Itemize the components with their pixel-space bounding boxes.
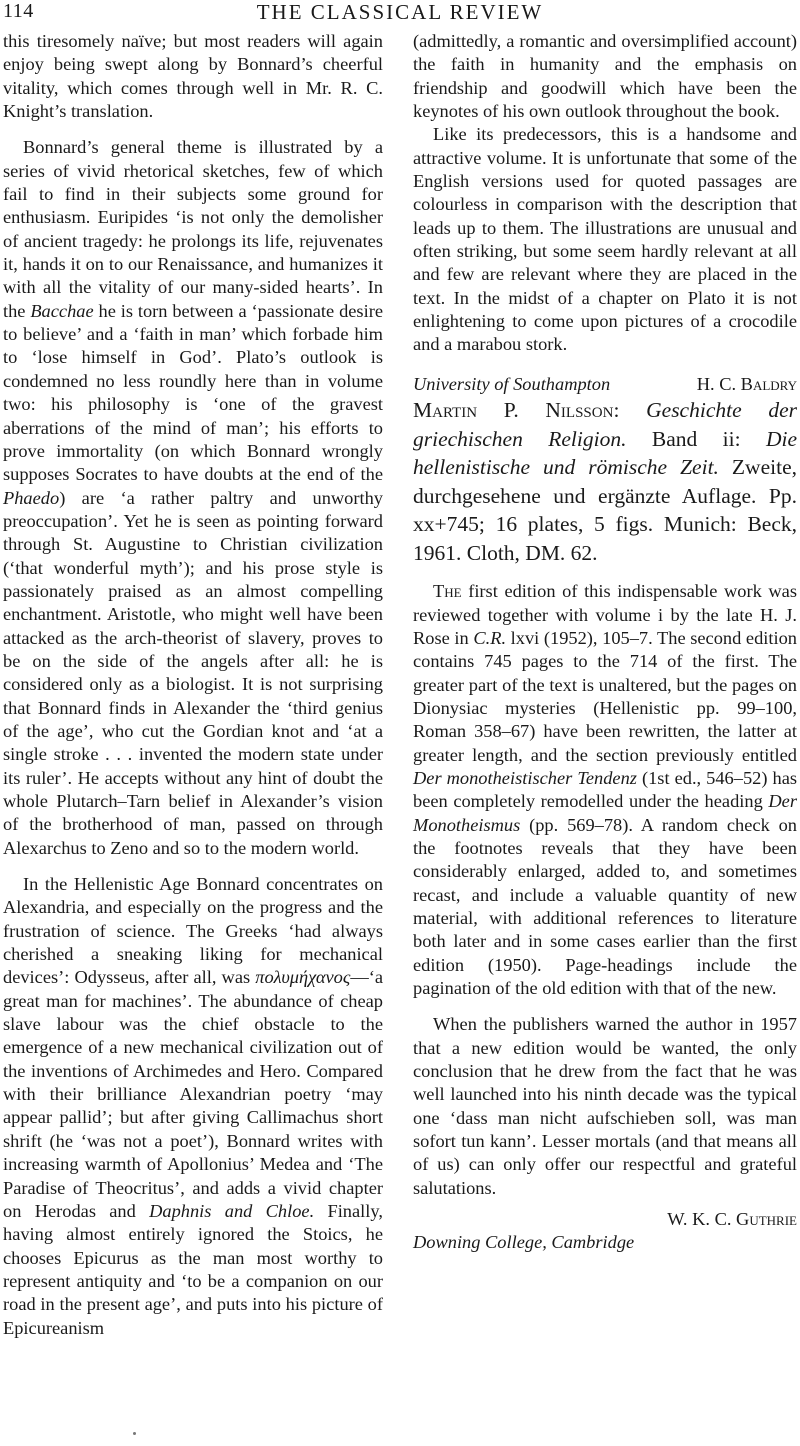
page-number: 114 — [3, 0, 34, 22]
italic-title: Phaedo — [3, 487, 60, 508]
reviewer-affiliation-2: Downing College, Cambridge — [413, 1232, 635, 1253]
reviewer-name-2: W. K. C. Guthrie — [667, 1209, 797, 1230]
left-paragraph-3 — [3, 873, 383, 1340]
book-details: Zweite, durchgesehene und ergänzte Auflage. Pp. xx+745; 16 plates, 5 figs. Munich: Beck, 1961. Cloth, DM. 62. — [413, 455, 797, 565]
book-title: Geschichte der griechischen Religion. — [413, 398, 797, 451]
italic-title: Daphnis and Chloe. — [149, 1200, 315, 1221]
left-column — [3, 30, 383, 1340]
italic-title: Bacchae — [30, 300, 94, 321]
left-paragraph-1: this tiresomely naïve; but most readers will again enjoy being swept along by Bonnard’s cheerful vitality, which comes through well in Mr. R. C. Knight’s translation. — [3, 31, 383, 122]
text-run: he is torn between a ‘passionate desire to believe’ and a ‘faith in man’ which forbade him to ‘lose himself in God’. Plato’s outlook is condemned no less roundly here than in volume two: his philosophy is ‘one of the gravest aberrations of the mind of man’; his efforts to prove immortality (on which Bonnard wrongly supposes Socrates to have doubts at the end of the — [3, 300, 383, 485]
text-run: (1st ed., 546–52) has been completely remodelled under the heading — [413, 767, 798, 812]
right-paragraph-2: Like its predecessors, this is a handsome and attractive volume. It is unfortunate that some of the English versions used for quoted passages are colourless in comparison with the description that leads up to them. The illustrations are unusual and often striking, but some seem hardly relevant at all and few are relevant where they are placed in the text. In the midst of a chapter on Plato it is not enlightening to come upon pictures of a crocodile and a marabou stork. — [413, 124, 797, 355]
text-run: The — [433, 581, 462, 602]
reviewer-affiliation: University of Southampton — [413, 373, 611, 394]
right-paragraph-1: (admittedly, a romantic and oversimplified account) the faith in humanity and the emphasis on friendship and goodwill which have been the keynotes of his own outlook throughout the book. — [413, 31, 797, 122]
text-run: lxvi (1952), 105–7. The second edition contains 745 pages to the 714 of the first. The greater part of the text is unaltered, but the pages on Dionysiac mysteries (Hellenistic pp. 99–100, Roman 358–67) have been rewritten, the latter at greater length, and the section previously entitled — [413, 627, 797, 765]
text-run: Band ii: — [626, 426, 766, 451]
book-subtitle: Die hellenistische und römische Zeit. — [413, 426, 797, 480]
right-column — [413, 30, 797, 1255]
italic-title: Der monotheistischer Tendenz — [413, 767, 637, 788]
reviewer-name: H. C. Baldry — [696, 373, 797, 394]
page-header — [0, 0, 800, 30]
italic-title: Der Monotheismus — [413, 791, 797, 835]
print-speck — [133, 1432, 136, 1435]
italic-title: C.R. — [473, 627, 507, 648]
text-run: Bonnard’s general theme is illustrated by a series of vivid rhetorical sketches, few of which fail to find in their subjects some ground for enthusiasm. Euripides ‘is not only the demolisher of ancient tragedy: he prolongs its life, rejuvenates it, hands it on to our Renaissance, and humanizes it with all the vitality of our many-sided hearts’. In the — [3, 137, 383, 321]
text-run: first edition of this indispensable work was reviewed together with volume i by the late H. J. Rose in — [413, 581, 797, 648]
signature-block-1 — [413, 373, 797, 396]
text-run: (pp. 569–78). A random check on the footnotes reveals that they have been considerably enlarged, added to, and sometimes recast, and include a valuable quantity of new material, with additional references to literature both later and in some cases earlier than the first edition (1950). Page-headings include the pagination of the old edition with that of the new. — [413, 814, 797, 998]
right-paragraph-3 — [413, 580, 797, 1000]
greek-word: πολυμήχανος — [255, 967, 351, 988]
text-run: Finally, having almost entirely ignored the Stoics, he chooses Epicurus as the man most worthy to represent antiquity and ‘to be a companion on our road in the present age’, and puts into his picture of Epicureanism — [3, 1200, 383, 1338]
text-run: —‘a great man for machines’. The abundance of cheap slave labour was the chief obstacle to the emergence of a new mechanical civilization out of the inventions of Archimedes and Hero. Compared with their brilliance Alexandrian poetry ‘may appear pallid’; but after giving Callimachus short shrift (he ‘was not a poet’), Bonnard writes with increasing warmth of Apollonius’ Medea and ‘The Paradise of Theocritus’, and adds a vivid chapter on Herodas and — [3, 967, 383, 1221]
left-paragraph-2 — [3, 136, 383, 860]
book-heading: Martin P. Nilsson: Geschichte der griechischen Religion. Band ii: Die hellenistische und römische Zeit. Zweite, durchgesehene und ergänzte Auflage. Pp. xx+745; 16 plates, 5 figs. Munich: Beck, 1961. Cloth, DM. 62. — [413, 398, 797, 565]
running-head: THE CLASSICAL REVIEW — [256, 0, 544, 24]
right-paragraph-4: When the publishers warned the author in 1957 that a new edition would be wanted, the only conclusion that he drew from the fact that he was well launched into his ninth decade was the typical one ‘dass man nicht aufschieben soll, was man sofort tun kann’. Lesser mortals (and that means all of us) can only offer our respectful and grateful salutations. — [413, 1014, 797, 1198]
text-run: ) are ‘a rather paltry and unworthy preoccupation’. Yet he is seen as pointing forward through St. Augustine to Christian civilization (‘that wonderful myth’); and his prose style is passionately praised as an almost compelling enchantment. Aristotle, who might well have been attacked as the arch-theorist of slavery, proves to be on the side of the angels after all: he is considered only as a biologist. It is not surprising that Bonnard finds in Alexander the ‘third genius of the age’, who cut the Gordian knot and ‘at a single stroke . . . invented the modern state under its ruler’. He accepts without any hint of doubt the whole Plutarch–Tarn belief in Alexander’s vision of the brotherhood of man, passed on through Alexarchus to Zeno and so to the modern world. — [3, 487, 383, 858]
text-run: In the Hellenistic Age Bonnard concentrates on Alexandria, and especially on the progress and the frustration of science. The Greeks ‘had always cherished a sneaking liking for mechanical devices’: Odysseus, after all, was — [3, 874, 383, 988]
book-author: Martin P. Nilsson — [413, 398, 614, 423]
